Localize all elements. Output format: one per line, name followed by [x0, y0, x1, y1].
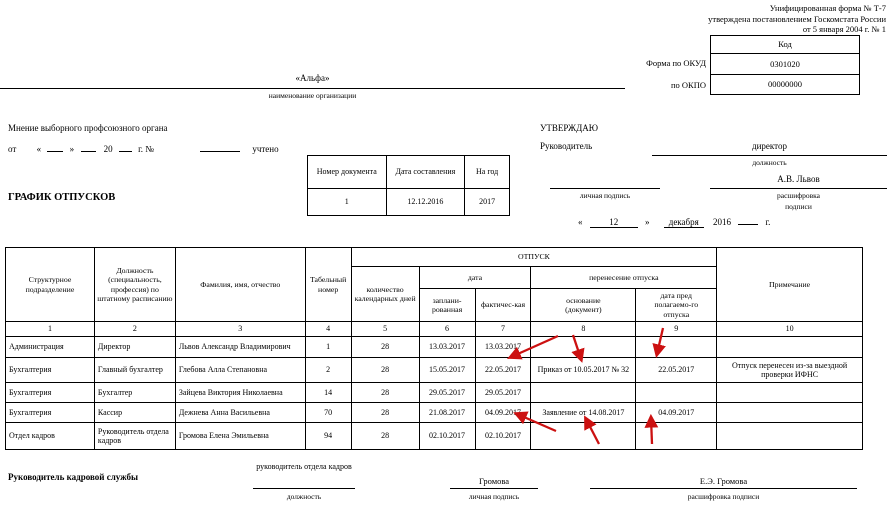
cell-position: Главный бухгалтер	[94, 358, 175, 383]
cell-department: Отдел кадров	[6, 423, 95, 450]
cell-basis: Заявление от 14.08.2017	[531, 403, 636, 423]
col-header-note: Примечание	[717, 248, 863, 322]
doc-number-header: Номер документа	[308, 156, 387, 189]
from-label: от	[8, 144, 17, 154]
col-number: 1	[6, 322, 95, 337]
head-position-value: директор	[752, 141, 787, 151]
cell-actual: 02.10.2017	[475, 423, 531, 450]
cell-department: Бухгалтерия	[6, 358, 95, 383]
cell-personnel-number: 94	[305, 423, 351, 450]
cell-position: Кассир	[94, 403, 175, 423]
table-row	[6, 358, 863, 383]
cell-note	[717, 423, 863, 450]
cell-basis	[531, 337, 636, 358]
cell-planned: 21.08.2017	[419, 403, 475, 423]
cell-planned: 13.03.2017	[419, 337, 475, 358]
year-prefix: 20	[103, 144, 113, 154]
cell-basis	[531, 383, 636, 403]
cell-proposed-date	[636, 423, 717, 450]
form-reference-line: от 5 января 2004 г. № 1	[802, 24, 886, 34]
footer-sign-value: Громова	[478, 476, 510, 486]
form-reference-line: утверждена постановлением Госкомстата России	[708, 13, 886, 24]
col-number: 3	[175, 322, 305, 337]
cell-days: 28	[351, 337, 419, 358]
cell-position: Бухгалтер	[94, 383, 175, 403]
cell-name: Дежнева Анна Васильевна	[175, 403, 305, 423]
vacation-table	[5, 247, 863, 450]
table-row	[6, 337, 863, 358]
cell-actual: 04.09.2017	[475, 403, 531, 423]
footer-name-field	[590, 476, 857, 489]
cell-position: Руководитель отдела кадров	[94, 423, 175, 450]
approve-month-value: декабря	[664, 217, 704, 228]
col-number: 5	[351, 322, 419, 337]
doc-number-value: 1	[308, 189, 387, 216]
approve-stamp: УТВЕРЖДАЮ	[540, 123, 599, 133]
doc-year-value: 2017	[465, 189, 510, 216]
accepted-label: учтено	[252, 144, 279, 154]
cell-days: 28	[351, 383, 419, 403]
cell-actual: 29.05.2017	[475, 383, 531, 403]
col-number: 4	[305, 322, 351, 337]
form-reference-line: Унифицированная форма № Т-7	[769, 3, 886, 13]
g-label: г.	[765, 217, 771, 227]
footer-name-caption: расшифровка подписи	[687, 492, 760, 501]
footer-position-value: руководитель отдела кадров	[256, 462, 352, 471]
cell-basis	[531, 423, 636, 450]
cell-proposed-date	[636, 337, 717, 358]
col-header-personnel-number: Табельный номер	[305, 248, 351, 322]
cell-note: Отпуск перенесен из-за выездной проверки ИФНС	[717, 358, 863, 383]
doc-date-header: Дата составления	[386, 156, 465, 189]
doc-date-value: 12.12.2016	[386, 189, 465, 216]
cell-department: Администрация	[6, 337, 95, 358]
column-number-row	[6, 322, 863, 337]
quote-close: »	[645, 217, 650, 227]
cell-proposed-date: 22.05.2017	[636, 358, 717, 383]
kod-header-cell: Код	[711, 36, 860, 54]
union-opinion-line: Мнение выборного профсоюзного органа	[8, 123, 168, 133]
cell-department: Бухгалтерия	[6, 383, 95, 403]
g-no-label: г. №	[138, 144, 154, 154]
quote-open: «	[36, 144, 42, 154]
document-number-table	[307, 155, 510, 216]
cell-note	[717, 337, 863, 358]
col-header-actual: фактичес-кая	[475, 289, 531, 322]
head-name-field	[710, 174, 887, 189]
col-header-department: Структурное подразделение	[6, 248, 95, 322]
head-label: Руководитель	[540, 141, 593, 151]
cell-days: 28	[351, 403, 419, 423]
cell-note	[717, 383, 863, 403]
cell-position: Директор	[94, 337, 175, 358]
head-sign-field	[550, 188, 660, 189]
col-header-planned: заплани-рованная	[419, 289, 475, 322]
footer-sign-caption: личная подпись	[468, 492, 520, 501]
organization-name-caption: наименование организации	[268, 91, 357, 100]
head-name-value: А.В. Львов	[777, 174, 820, 184]
group-header-transfer: перенесение отпуска	[531, 267, 717, 289]
col-number: 7	[475, 322, 531, 337]
cell-personnel-number: 2	[305, 358, 351, 383]
head-sign-caption: личная подпись	[579, 191, 631, 200]
col-header-basis-text: основание (документ)	[565, 295, 602, 314]
union-opinion-date-line	[8, 141, 279, 154]
approve-day-value: 12	[590, 217, 638, 228]
col-number: 2	[94, 322, 175, 337]
cell-department: Бухгалтерия	[6, 403, 95, 423]
cell-days: 28	[351, 358, 419, 383]
footer-name-value: Е.Э. Громова	[699, 476, 748, 486]
organization-name-field	[0, 73, 625, 89]
month-blank-field	[81, 141, 96, 152]
footer-position-field	[253, 462, 355, 489]
col-header-proposed-date-text: дата пред полагаемо-го отпуска	[654, 291, 699, 319]
okpo-value-cell: 00000000	[711, 75, 860, 95]
col-header-position: Должность (специальность, профессия) по штатному расписанию	[94, 248, 175, 322]
cell-name: Глебова Алла Степановна	[175, 358, 305, 383]
okud-value-cell: 0301020	[711, 54, 860, 75]
col-number: 6	[419, 322, 475, 337]
number-blank-field	[200, 141, 240, 152]
cell-personnel-number: 1	[305, 337, 351, 358]
cell-name: Громова Елена Эмильевна	[175, 423, 305, 450]
okpo-label: по ОКПО	[670, 80, 706, 90]
doc-year-header: На год	[465, 156, 510, 189]
approve-date-line	[578, 214, 770, 228]
quote-close: »	[69, 144, 75, 154]
head-name-caption-text: расшифровка подписи	[777, 191, 820, 211]
day-blank-field	[47, 141, 63, 152]
quote-open: «	[578, 217, 583, 227]
approve-year-blank	[738, 214, 758, 225]
head-name-caption	[710, 191, 887, 212]
cell-personnel-number: 14	[305, 383, 351, 403]
form-reference-block	[708, 3, 886, 35]
cell-proposed-date: 04.09.2017	[636, 403, 717, 423]
cell-planned: 02.10.2017	[419, 423, 475, 450]
cell-days: 28	[351, 423, 419, 450]
col-header-name: Фамилия, имя, отчество	[175, 248, 305, 322]
head-position-caption: должность	[752, 158, 787, 167]
organization-name: «Альфа»	[295, 73, 330, 83]
cell-planned: 15.05.2017	[419, 358, 475, 383]
cell-personnel-number: 70	[305, 403, 351, 423]
head-position-field	[652, 141, 887, 156]
cell-proposed-date	[636, 383, 717, 403]
cell-actual: 13.03.2017	[475, 337, 531, 358]
okud-label: Форма по ОКУД	[646, 58, 706, 68]
cell-planned: 29.05.2017	[419, 383, 475, 403]
col-header-basis	[531, 289, 636, 322]
col-number: 9	[636, 322, 717, 337]
page-title: ГРАФИК ОТПУСКОВ	[8, 192, 116, 203]
footer-label: Руководитель кадровой службы	[8, 472, 139, 482]
table-row	[6, 423, 863, 450]
approve-year-value: 2016	[713, 217, 731, 227]
cell-actual: 22.05.2017	[475, 358, 531, 383]
cell-name: Львов Александр Владимирович	[175, 337, 305, 358]
col-number: 10	[717, 322, 863, 337]
col-header-proposed-date	[636, 289, 717, 322]
col-header-calendar-days: количество календарных дней	[351, 267, 419, 322]
cell-note	[717, 403, 863, 423]
col-number: 8	[531, 322, 636, 337]
group-header-date: дата	[419, 267, 531, 289]
year-blank-field	[119, 141, 132, 152]
table-row	[6, 383, 863, 403]
cell-basis: Приказ от 10.05.2017 № 32	[531, 358, 636, 383]
footer-sign-field	[450, 476, 538, 489]
footer-position-caption: должность	[286, 492, 322, 501]
table-row	[6, 403, 863, 423]
cell-name: Зайцева Виктория Николаевна	[175, 383, 305, 403]
group-header-vacation: ОТПУСК	[351, 248, 717, 267]
okud-code-table	[710, 35, 860, 95]
